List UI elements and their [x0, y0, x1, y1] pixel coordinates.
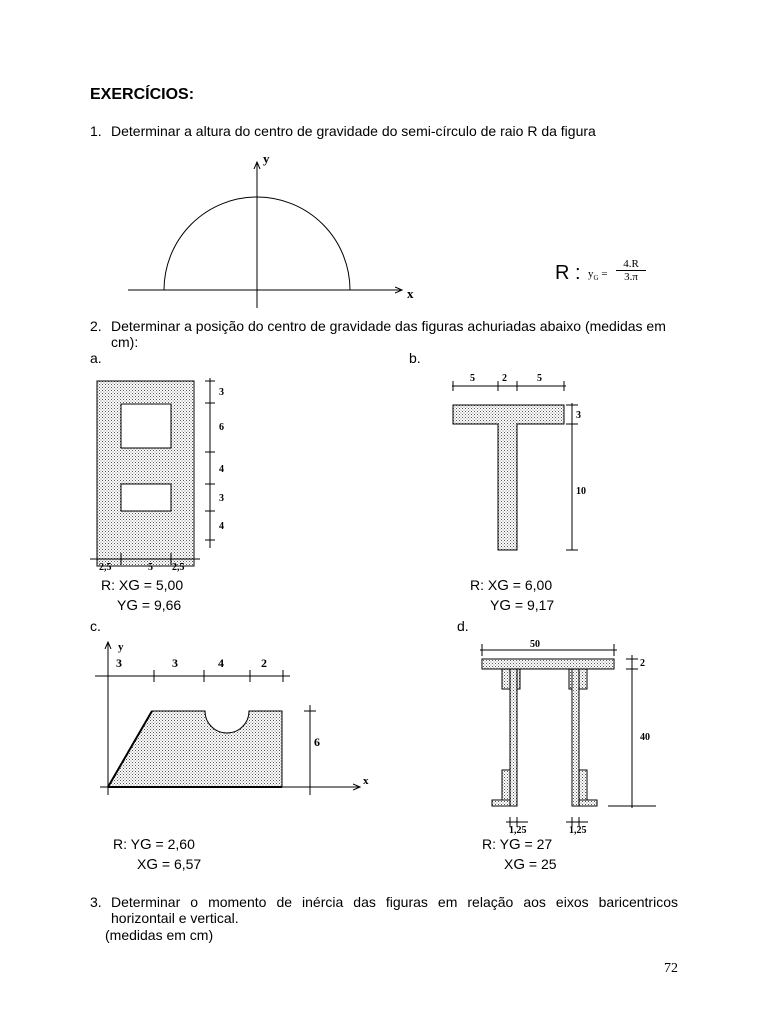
exercise-3-text-line-2: horizontail e vertical.	[111, 910, 239, 926]
figure-a-dim-right-2: 6	[219, 422, 224, 433]
exercise-1-text: Determinar a altura do centro de gravidade do semi-círculo de raio R da figura	[111, 123, 596, 139]
exercise-1-answer-numerator: 4.R	[616, 258, 646, 271]
figure-c-dim-right: 6	[314, 735, 320, 749]
figure-b-dim-right-1: 3	[576, 410, 581, 421]
exercise-1-answer-fraction	[616, 258, 646, 283]
figure-c-dim-top-3: 4	[218, 656, 224, 670]
figure-c-y-axis-label: y	[118, 641, 124, 653]
figure-b-answer-2: YG = 9,17	[490, 597, 555, 614]
figure-b-label: b.	[409, 350, 421, 366]
figure-c-answer-1: R: YG = 2,60	[113, 836, 195, 853]
figure-b	[452, 373, 586, 550]
figure-b-answer-1: R: XG = 6,00	[470, 577, 553, 594]
figure-c-dim-top-1: 3	[116, 656, 122, 670]
page-title: EXERCÍCIOS:	[90, 86, 195, 103]
figure-b-dim-right-2: 10	[576, 486, 586, 497]
figure-a-answer-2: YG = 9,66	[117, 597, 182, 614]
figure-c-dim-top-4: 2	[261, 656, 267, 670]
semicircle-figure	[128, 151, 414, 308]
exercise-1-answer-denominator: 3.π	[624, 271, 638, 283]
figure-d-answer-1: R: YG = 27	[482, 836, 553, 853]
exercise-2-number: 2.	[90, 318, 102, 334]
semicircle-y-axis-label: y	[263, 151, 270, 166]
figure-a-dim-right-4: 3	[219, 493, 224, 504]
page-number: 72	[664, 961, 678, 976]
figure-a-dim-right-5: 4	[219, 521, 224, 532]
figure-d-answer-2: XG = 25	[504, 856, 557, 873]
figure-a-dim-bottom-1: 2,5	[99, 562, 112, 573]
figure-c	[95, 641, 369, 795]
figure-a-label: a.	[90, 350, 102, 366]
exercise-2-text-line-1: Determinar a posição do centro de gravidade das figuras achuriadas abaixo (medidas em	[111, 318, 666, 334]
figure-b-dim-top-2: 2	[502, 373, 507, 384]
figure-a-dim-bottom-3: 2,5	[172, 562, 185, 573]
semicircle-x-axis-label: x	[407, 286, 414, 301]
exercise-2-text-line-2: cm):	[111, 334, 139, 350]
figure-d-dim-right-1: 2	[640, 658, 645, 669]
figure-a-answer-1: R: XG = 5,00	[101, 577, 184, 594]
exercise-3-text-line-3: (medidas em cm)	[105, 927, 214, 943]
figure-a-dim-bottom-2: 5	[148, 562, 153, 573]
figure-d-label: d.	[457, 618, 469, 634]
figure-c-answer-2: XG = 6,57	[137, 856, 202, 873]
figure-d-dim-bottom-1: 1,25	[509, 825, 527, 836]
exercise-3-number: 3.	[90, 894, 102, 910]
figure-c-label: c.	[90, 618, 101, 634]
figure-a-dim-right-3: 4	[219, 464, 224, 475]
figure-d	[480, 639, 656, 836]
exercise-1-answer-lhs: $y_G$ =	[588, 268, 608, 283]
figure-c-dim-top-2: 3	[172, 656, 178, 670]
figure-d-dim-right-2: 40	[640, 732, 650, 743]
exercise-3-text-line-1: Determinar o momento de inércia das figuras em relação aos eixos baricentricos	[111, 894, 678, 910]
exercise-1-number: 1.	[90, 123, 102, 139]
exercise-1-answer-prefix: R :	[555, 262, 581, 284]
figure-b-dim-top-1: 5	[470, 373, 475, 384]
figure-b-dim-top-3: 5	[537, 373, 542, 384]
figure-c-x-axis-label: x	[363, 775, 369, 787]
figure-a	[90, 378, 224, 573]
figure-a-dim-right-1: 3	[219, 387, 224, 398]
figure-d-dim-bottom-2: 1,25	[569, 825, 587, 836]
figure-d-dim-top: 50	[530, 639, 540, 650]
